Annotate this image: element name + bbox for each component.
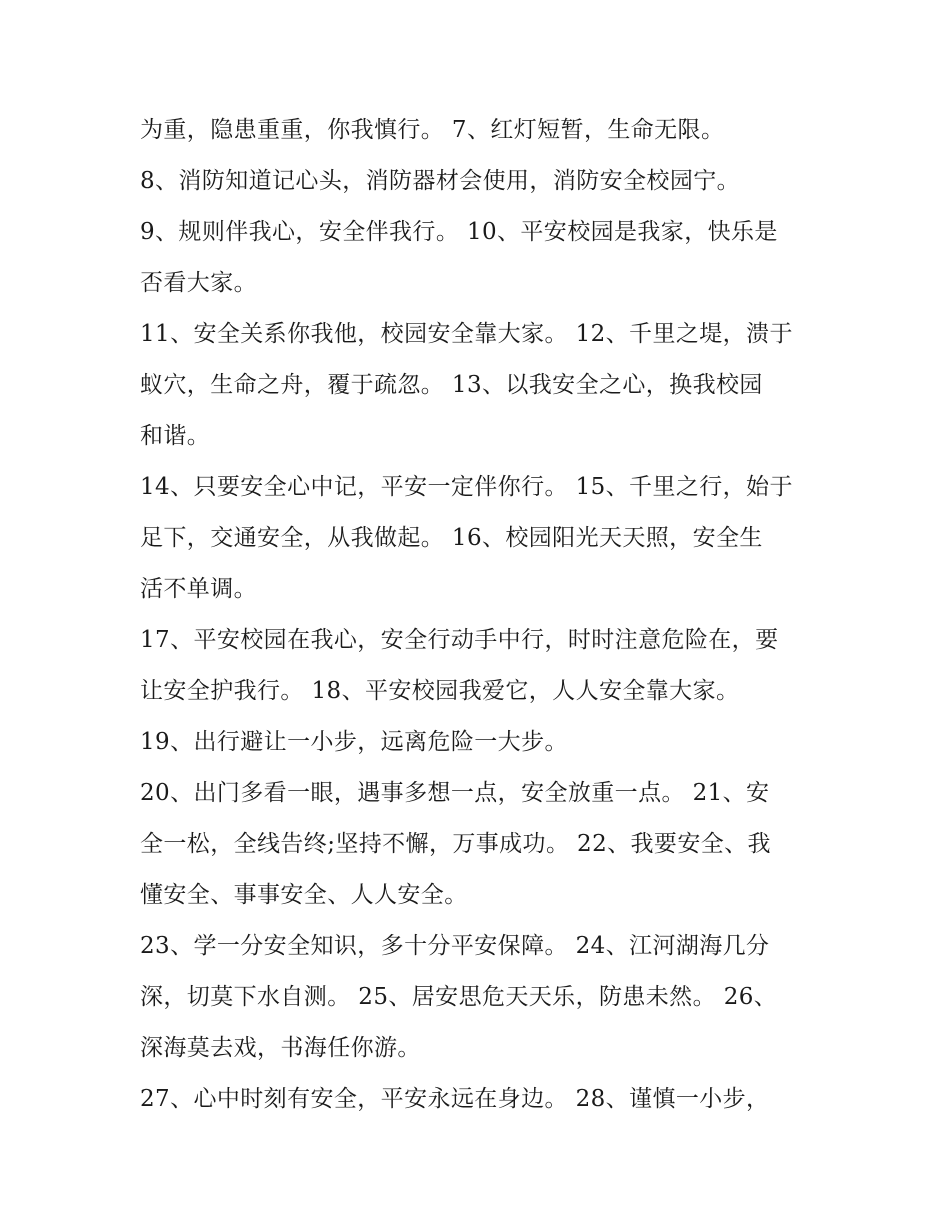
- text-line: 和谐。: [140, 423, 211, 449]
- text-line: 为重，隐患重重，你我慎行。 7、红灯短暂，生命无限。: [140, 117, 725, 143]
- text-line: 8、消防知道记心头，消防器材会使用，消防安全校园宁。: [140, 168, 741, 194]
- text-line: 27、心中时刻有安全，平安永远在身边。 28、谨慎一小步，: [140, 1086, 770, 1112]
- text-line: 19、出行避让一小步，远离危险一大步。: [140, 729, 568, 755]
- text-line: 活不单调。: [140, 576, 257, 602]
- text-line: 深海莫去戏，书海任你游。: [140, 1035, 421, 1061]
- text-line: 让安全护我行。 18、平安校园我爱它，人人安全靠大家。: [140, 678, 740, 704]
- text-line: 全一松，全线告终;坚持不懈，万事成功。 22、我要安全、我: [140, 831, 771, 857]
- text-line: 17、平安校园在我心，安全行动手中行，时时注意危险在，要: [140, 627, 779, 653]
- text-line: 11、安全关系你我他，校园安全靠大家。 12、千里之堤，溃于: [140, 321, 793, 347]
- text-line: 懂安全、事事安全、人人安全。: [140, 882, 468, 908]
- text-line: 足下，交通安全，从我做起。 16、校园阳光天天照，安全生: [140, 525, 763, 551]
- document-body: [140, 105, 840, 1125]
- text-line: 20、出门多看一眼，遇事多想一点，安全放重一点。 21、安: [140, 780, 770, 806]
- text-line: 蚁穴，生命之舟，覆于疏忽。 13、以我安全之心，换我校园: [140, 372, 763, 398]
- text-line: 深，切莫下水自测。 25、居安思危天天乐，防患未然。 26、: [140, 984, 778, 1010]
- text-line: 23、学一分安全知识，多十分平安保障。 24、江河湖海几分: [140, 933, 770, 959]
- text-line: 否看大家。: [140, 270, 257, 296]
- text-line: 9、规则伴我心，安全伴我行。 10、平安校园是我家，快乐是: [140, 219, 778, 245]
- text-line: 14、只要安全心中记，平安一定伴你行。 15、千里之行，始于: [140, 474, 793, 500]
